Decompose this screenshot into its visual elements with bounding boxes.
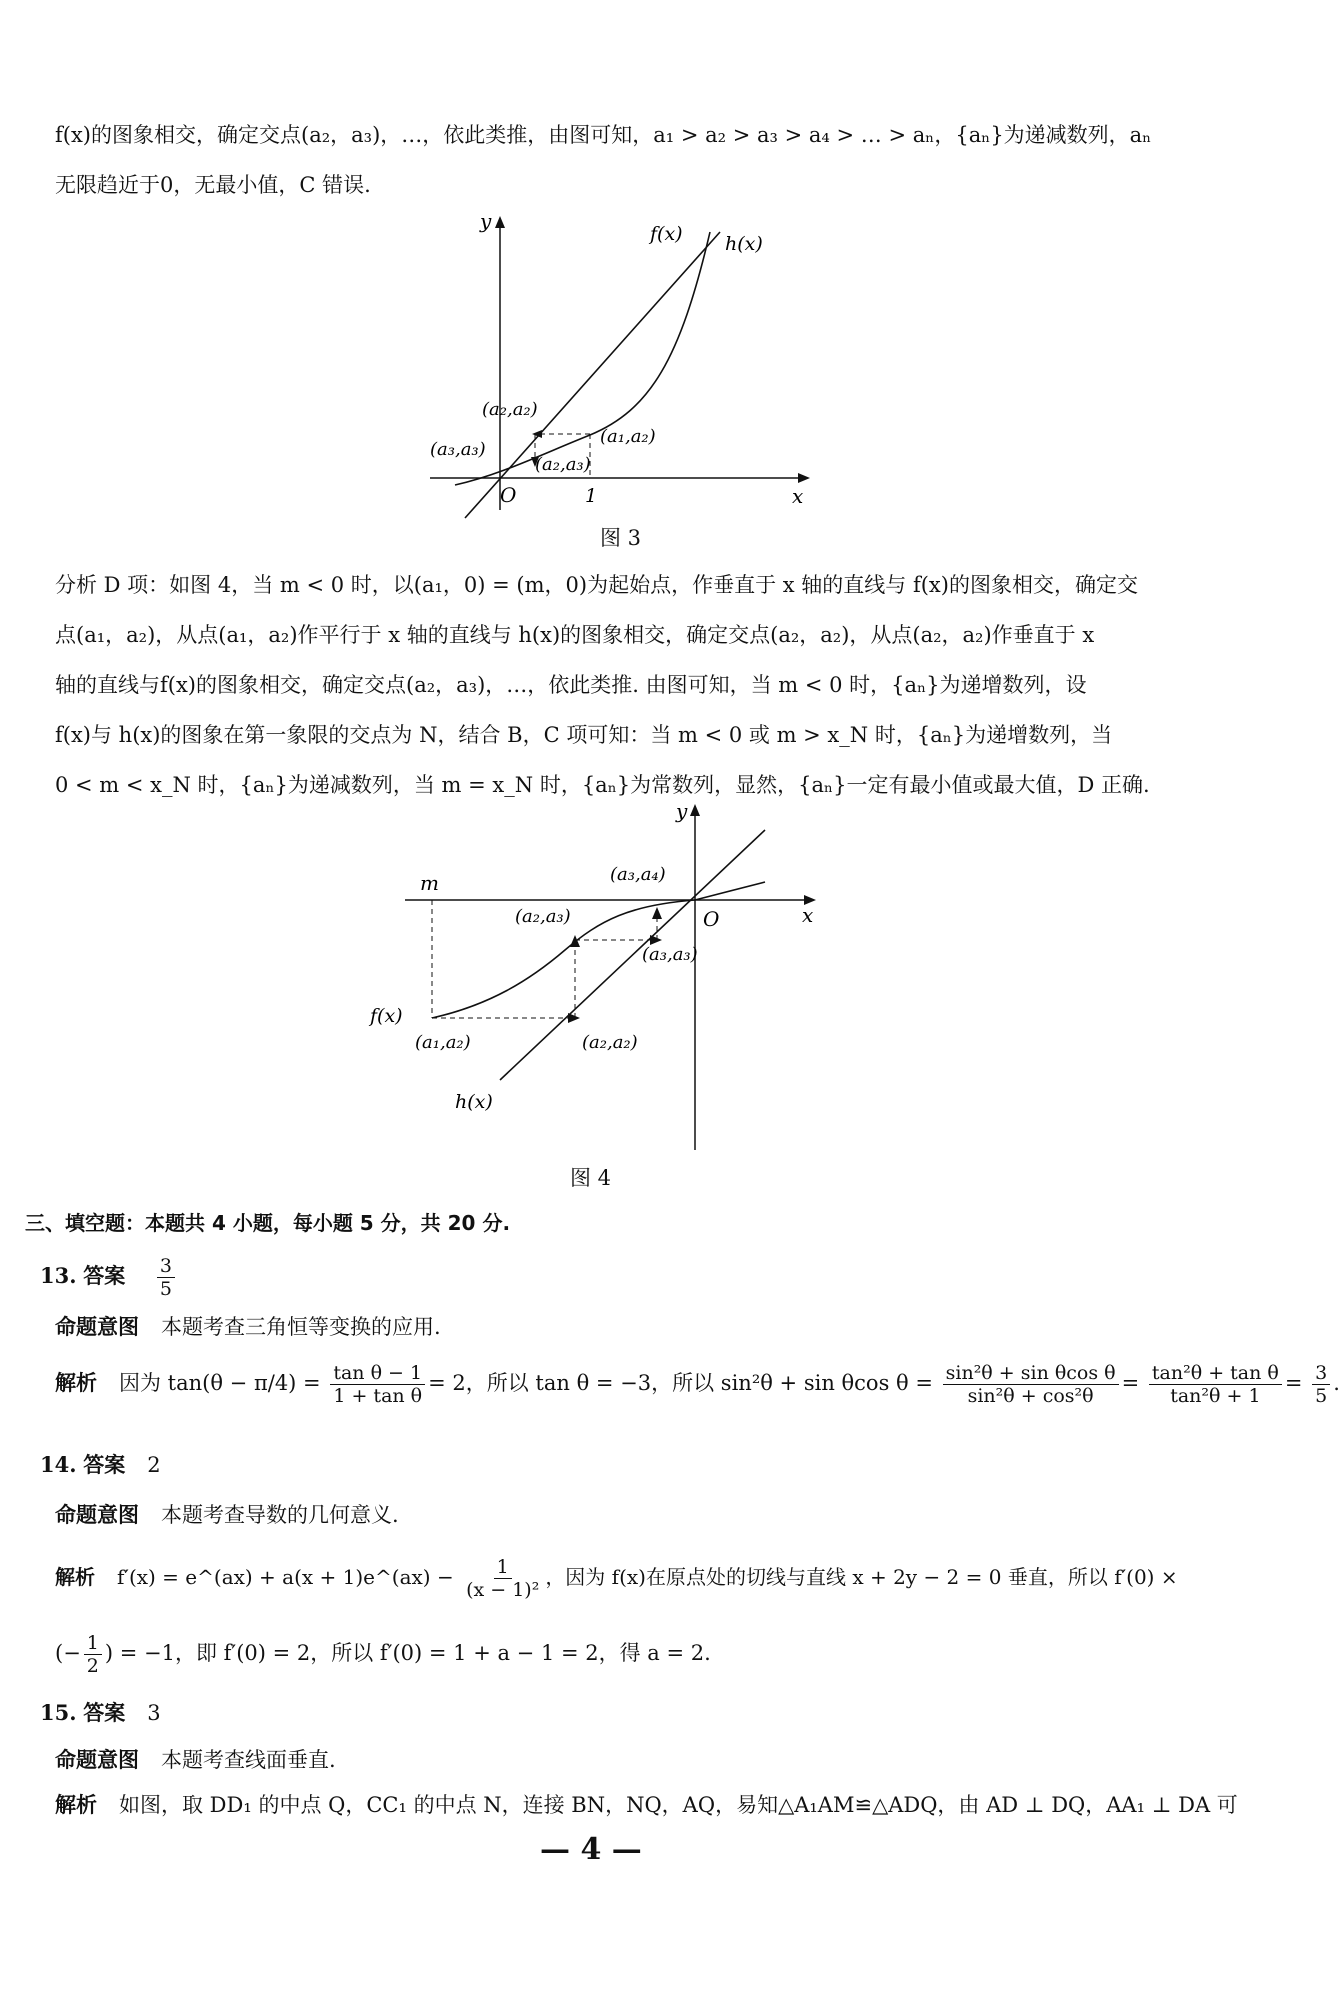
arrow-head xyxy=(570,935,580,947)
point-label: (a₂,a₂) xyxy=(582,1032,638,1053)
frac-den: sin²θ + cos²θ xyxy=(967,1385,1094,1407)
answer-label: 答案 xyxy=(83,1701,126,1725)
q13-analysis-line xyxy=(55,1362,1340,1407)
q14-analysis-line-2 xyxy=(55,1632,1165,1677)
answer-fraction xyxy=(157,1255,175,1300)
analysis-label: 解析 xyxy=(55,1371,97,1395)
fraction xyxy=(943,1362,1119,1407)
q13-intent-line xyxy=(55,1312,1165,1342)
answer-value: 3 xyxy=(147,1701,161,1725)
text-line: 0 < m < x_N 时，{aₙ}为递减数列，当 m = x_N 时，{aₙ}为常数列，显然，{aₙ}一定有最小值或最大值，D 正确. xyxy=(55,773,1150,797)
frac-den: 5 xyxy=(159,1278,173,1300)
frac-num: 3 xyxy=(157,1255,175,1278)
text-line: 分析 D 项：如图 4，当 m < 0 时，以(a₁，0) = (m，0)为起始点，作垂直于 x 轴的直线与 f(x)的图象相交，确定交 xyxy=(55,573,1138,597)
frac-num: tan²θ + tan θ xyxy=(1149,1362,1282,1385)
section-heading: 三、填空题：本题共 4 小题，每小题 5 分，共 20 分. xyxy=(25,1211,511,1235)
point-label: (a₃,a₄) xyxy=(610,864,666,885)
point-label: (a₂,a₃) xyxy=(515,906,571,927)
y-axis-label: y xyxy=(676,799,688,823)
point-label: (a₂,a₂) xyxy=(482,399,538,420)
math-text: = 2，所以 tan θ = −3，所以 sin²θ + sin θcos θ = xyxy=(428,1371,933,1395)
intent-label: 命题意图 xyxy=(55,1503,139,1527)
x-axis-label: x xyxy=(792,484,804,508)
frac-den: 2 xyxy=(86,1655,99,1677)
question-number: 14. xyxy=(40,1452,77,1477)
frac-num: sin²θ + sin θcos θ xyxy=(943,1362,1119,1385)
frac-den: 5 xyxy=(1315,1385,1328,1407)
intent-text: 本题考查线面垂直. xyxy=(161,1748,336,1772)
x-axis-arrow xyxy=(798,473,810,483)
fraction xyxy=(84,1632,102,1677)
point-label: (a₃,a₃) xyxy=(642,944,698,965)
f-label: f(x) xyxy=(370,1005,403,1027)
q15-intent-line xyxy=(55,1745,1165,1775)
origin-label: O xyxy=(703,907,720,931)
q14-answer-line xyxy=(40,1450,1150,1480)
question-number: 13. xyxy=(40,1263,77,1288)
arrow-head xyxy=(652,907,662,919)
frac-num: 1 xyxy=(494,1556,512,1579)
text-line: 轴的直线与f(x)的图象相交，确定交点(a₂，a₃)，…，依此类推. 由图可知，当 m < 0 时，{aₙ}为递增数列，设 xyxy=(55,673,1087,697)
fraction xyxy=(463,1556,542,1601)
h-label: h(x) xyxy=(725,233,763,255)
m-label: m xyxy=(420,871,439,895)
x-axis-label: x xyxy=(802,903,814,927)
math-text: f′(x) = e^(ax) + a(x + 1)e^(ax) − xyxy=(117,1565,454,1589)
frac-den: tan²θ + 1 xyxy=(1170,1385,1261,1407)
y-axis-label: y xyxy=(480,209,492,233)
fraction xyxy=(1312,1362,1330,1407)
fraction xyxy=(1149,1362,1282,1407)
q15-answer-line xyxy=(40,1698,1150,1728)
q14-intent-line xyxy=(55,1500,1165,1530)
origin-label: O xyxy=(500,483,517,507)
frac-num: tan θ − 1 xyxy=(330,1362,425,1385)
math-text: . xyxy=(1333,1371,1340,1395)
math-text: ，因为 f(x)在原点处的切线与直线 x + 2y − 2 = 0 垂直，所以 f′(0) × xyxy=(545,1565,1178,1589)
intent-label: 命题意图 xyxy=(55,1315,139,1339)
text-line: 无限趋近于0，无最小值，C 错误. xyxy=(55,173,371,197)
analysis-label: 解析 xyxy=(55,1565,95,1589)
frac-num: 1 xyxy=(84,1632,102,1655)
text-line: 点(a₁，a₂)，从点(a₁，a₂)作平行于 x 轴的直线与 h(x)的图象相交，确定交点(a₂，a₂)，从点(a₂，a₂)作垂直于 x xyxy=(55,623,1095,647)
h-label: h(x) xyxy=(455,1091,493,1113)
q15-analysis-line xyxy=(55,1790,1238,1820)
frac-den: 1 + tan θ xyxy=(333,1385,423,1407)
math-text: = xyxy=(1121,1371,1140,1395)
math-text: (− xyxy=(55,1641,81,1665)
answer-value: 2 xyxy=(147,1453,161,1477)
arrow-head xyxy=(568,1013,580,1023)
figure-caption: 图 4 xyxy=(570,1166,612,1190)
answer-label: 答案 xyxy=(83,1453,126,1477)
point-label: (a₁,a₂) xyxy=(600,426,656,447)
page-number: — 4 — xyxy=(540,1832,642,1867)
question-number: 15. xyxy=(40,1700,77,1725)
y-axis-arrow xyxy=(690,804,700,816)
intent-text: 本题考查三角恒等变换的应用. xyxy=(161,1315,441,1339)
math-text: 因为 tan(θ − π/4) = xyxy=(119,1371,321,1395)
f-curve xyxy=(455,232,710,485)
text-line: f(x)的图象相交，确定交点(a₂，a₃)，…，依此类推，由图可知，a₁ > a₂ > a₃ > a₄ > … > aₙ，{aₙ}为递减数列，aₙ xyxy=(55,123,1152,147)
answer-label: 答案 xyxy=(83,1264,126,1288)
q13-answer-line xyxy=(40,1255,1150,1300)
intent-label: 命题意图 xyxy=(55,1748,139,1772)
analysis-text: 如图，取 DD₁ 的中点 Q，CC₁ 的中点 N，连接 BN，NQ，AQ，易知△A₁AM≌△ADQ，由 AD ⊥ DQ，AA₁ ⊥ DA 可 xyxy=(119,1793,1238,1817)
f-tangent-extension xyxy=(695,882,765,900)
point-label: (a₂,a₃) xyxy=(535,454,591,475)
point-label: (a₃,a₃) xyxy=(430,439,486,460)
math-text: ) = −1，即 f′(0) = 2，所以 f′(0) = 1 + a − 1 = 2，得 a = 2. xyxy=(104,1641,711,1665)
figure-3 xyxy=(420,210,820,520)
text-line: f(x)与 h(x)的图象在第一象限的交点为 N，结合 B，C 项可知：当 m < 0 或 m > x_N 时，{aₙ}为递增数列，当 xyxy=(55,723,1113,747)
f-label: f(x) xyxy=(650,223,683,245)
q14-analysis-line xyxy=(55,1556,1178,1601)
point-label: (a₁,a₂) xyxy=(415,1032,471,1053)
figure-caption: 图 3 xyxy=(600,526,642,550)
h-line xyxy=(465,232,720,518)
intent-text: 本题考查导数的几何意义. xyxy=(161,1503,399,1527)
figure-4 xyxy=(370,800,830,1170)
analysis-label: 解析 xyxy=(55,1793,97,1817)
frac-den: (x − 1)² xyxy=(466,1579,540,1601)
frac-num: 3 xyxy=(1312,1362,1330,1385)
y-axis-arrow xyxy=(495,216,505,228)
fraction xyxy=(330,1362,425,1407)
tick-label: 1 xyxy=(585,485,598,507)
math-text: = xyxy=(1284,1371,1303,1395)
